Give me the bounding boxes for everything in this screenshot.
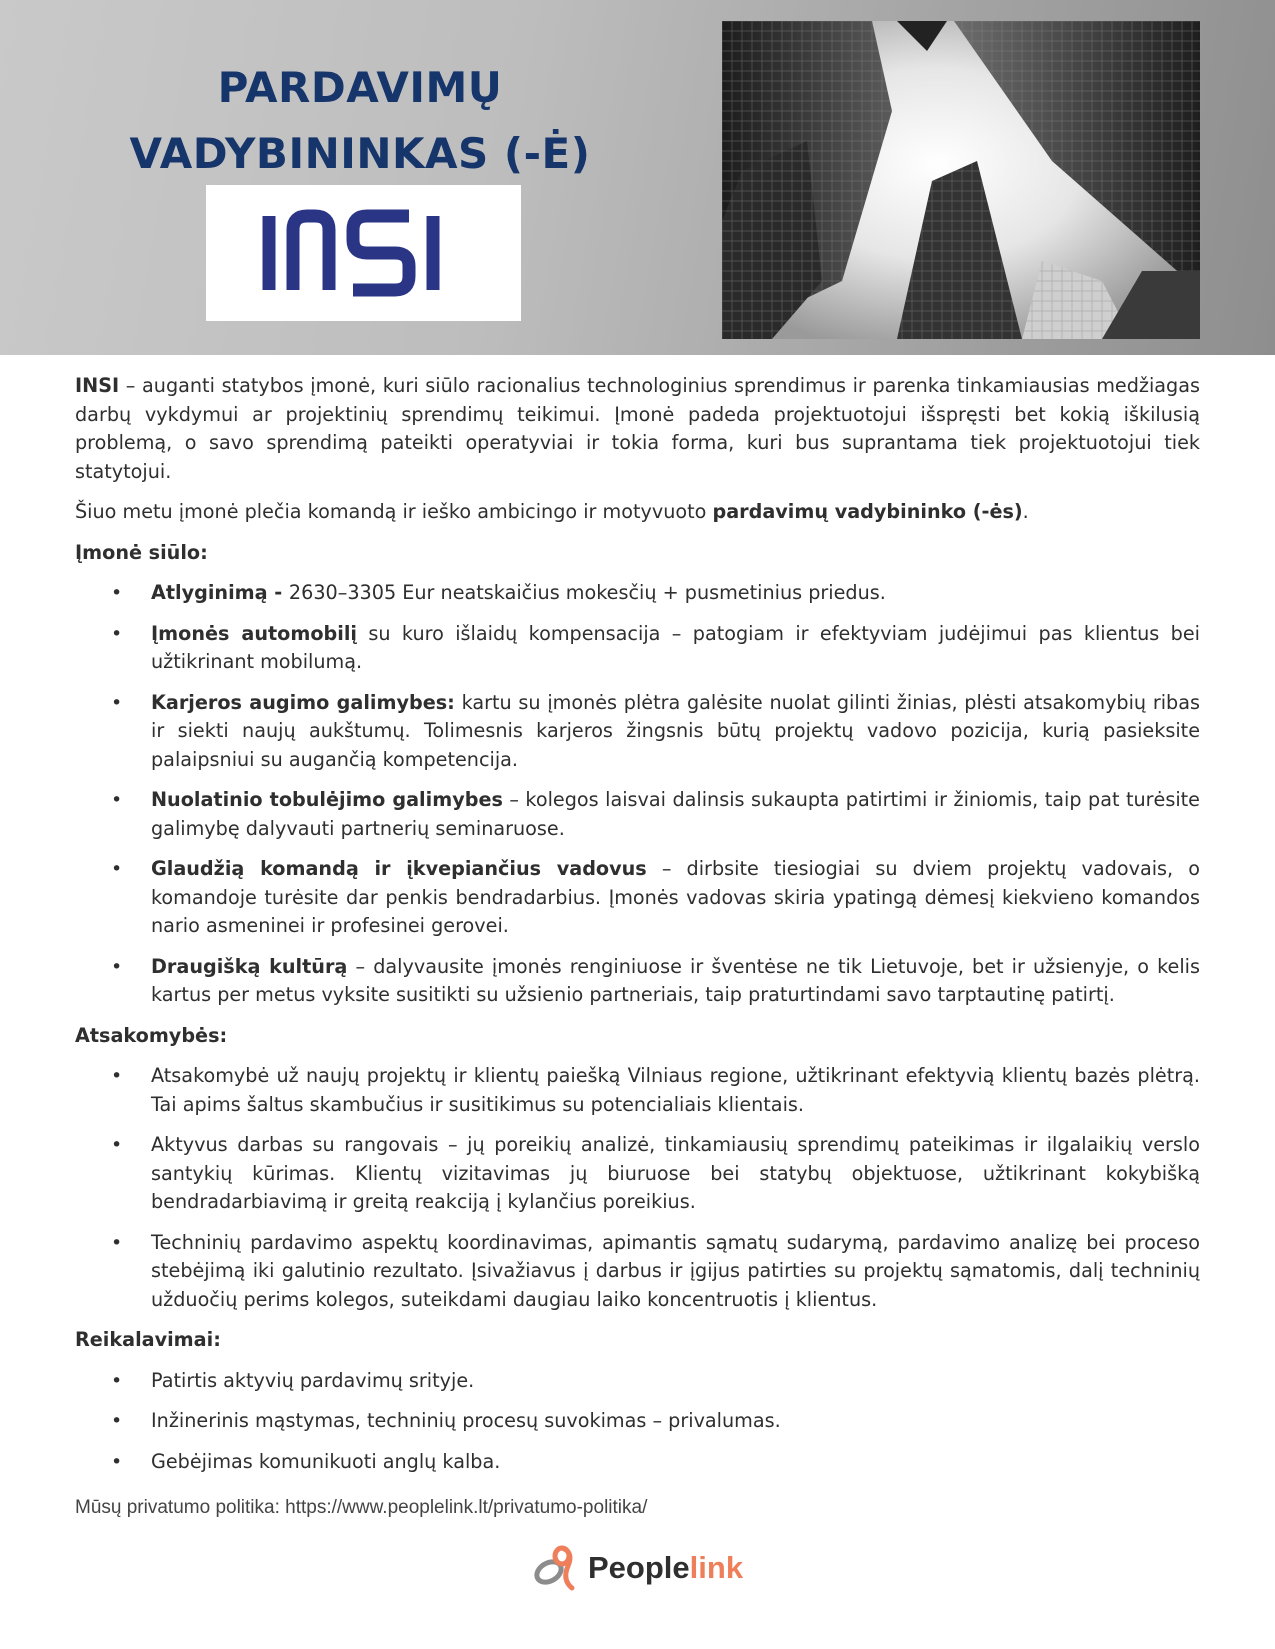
offer-text: kartu su įmonės plėtra galėsite nuolat gilinti žinias, plėsti atsakomybių ribas ir siekti naujų aukštumų. Tolimesnis karjeros žingsnis būtų projektų vadovo pozicija, kurią pasieksite palaipsniui su augančią kompetencija. (151, 690, 1200, 771)
company-name: INSI (75, 374, 120, 397)
responsibilities-heading: Atsakomybės: (75, 1023, 228, 1047)
list-item (75, 953, 1200, 1010)
brand-main: People (588, 1550, 690, 1585)
requirements-list (75, 1367, 1200, 1477)
list-item: • Gebėjimas komunikuoti anglų kalba. (75, 1448, 1200, 1477)
list-item (75, 689, 1200, 775)
search-paragraph (75, 498, 1200, 527)
title-line-2: VADYBININKAS (-Ė) (129, 129, 591, 178)
page-title (70, 55, 650, 187)
intro-text: – auganti statybos įmonė, kuri siūlo racionalius technologinius sprendimus ir parenka tinkamiausias medžiagas darbų vykdymui ar projektinių sprendimų teikimui. Įmonė padeda projektuotojui išspręsti bet kokią iškilusią problemą, o savo sprendimą pateikti operatyviai ir tokia forma, kuri bus suprantama tiek projektuotojui tiek statytojui. (75, 374, 1200, 483)
offer-text: – dalyvausite įmonės renginiuose ir šventėse ne tik Lietuvoje, bet ir užsienyje, o kelis kartus per metus vyksite susitikti su užsienio partneriais, taip praturtindami savo tarptautinę patirtį. (151, 954, 1200, 1006)
offer-title: Nuolatinio tobulėjimo galimybes (151, 788, 503, 811)
peoplelink-logo (532, 1540, 743, 1596)
offer-text: – kolegos laisvai dalinsis sukaupta patirtimi ir žiniomis, taip pat turėsite galimybę dalyvauti partnerių seminaruose. (151, 788, 1200, 840)
search-text-after: . (1022, 500, 1029, 523)
list-item (75, 786, 1200, 843)
offers-list (75, 579, 1200, 1010)
skyscrapers-photo (722, 21, 1200, 339)
job-description (75, 372, 1200, 1488)
brand-accent: link (689, 1550, 744, 1585)
privacy-policy-link[interactable]: Mūsų privatumo politika: https://www.peoplelink.lt/privatumo-politika/ (75, 1497, 648, 1518)
list-item: • Patirtis aktyvių pardavimų srityje. (75, 1367, 1200, 1396)
offer-title: Karjeros augimo galimybes: (151, 690, 455, 714)
header-banner (0, 0, 1275, 355)
position-name: pardavimų vadybininko (-ės) (712, 500, 1023, 523)
list-item: • Inžinerinis mąstymas, techninių procesų suvokimas – privalumas. (75, 1407, 1200, 1436)
requirements-heading: Reikalavimai: (75, 1328, 221, 1351)
brand-name (588, 1550, 743, 1586)
list-item (75, 579, 1200, 608)
offer-title: Atlyginimą - (151, 581, 289, 604)
list-item (75, 855, 1200, 941)
insi-logo-icon (259, 208, 469, 298)
skyscrapers-image-icon (722, 21, 1200, 339)
offer-title: Glaudžią komandą ir įkvepiančius vadovus (151, 857, 647, 880)
offer-title: Draugišką kultūrą (151, 954, 348, 978)
list-item: • Techninių pardavimo aspektų koordinavimas, apimantis sąmatų sudarymą, pardavimo analizę bei proceso stebėjimą iki galutinio rezultato. Įsivažiavus į darbus ir įgijus patirties su projektų sąmatomis, dalį techninių užduočių perims kolegos, suteikdami daugiau laiko koncentruotis į klientus. (75, 1229, 1200, 1315)
offer-text: su kuro išlaidų kompensacija – patogiam ir efektyviam judėjimui pas klientus bei užtikrinant mobilumą. (151, 621, 1200, 673)
list-item: • Atsakomybė už naujų projektų ir klientų paiešką Vilniaus regione, užtikrinant efektyvią klientų bazės plėtrą. Tai apims šaltus skambučius ir susitikimus su potencialiais klientais. (75, 1062, 1200, 1119)
list-item (75, 620, 1200, 677)
list-item: • Aktyvus darbas su rangovais – jų poreikių analizė, tinkamiausių sprendimų pateikimas ir ilgalaikių verslo santykių kūrimas. Klientų vizitavimas jų biuruose bei statybų objektuose, užtikrinant kokybišką bendradarbiavimą ir greitą reakciją į kylančius poreikius. (75, 1131, 1200, 1217)
responsibilities-list (75, 1062, 1200, 1314)
company-logo (206, 185, 521, 321)
offer-text: – dirbsite tiesiogiai su dviem projektų vadovais, o komandoje turėsite dar penkis bendradarbius. Įmonės vadovas skiria ypatingą dėmesį kiekvieno komandos nario asmeninei ir profesinei gerovei. (151, 857, 1200, 937)
title-line-1: PARDAVIMŲ (217, 63, 503, 112)
intro-paragraph (75, 372, 1200, 486)
offer-text: 2630–3305 Eur neatskaičius mokesčių + pusmetinius priedus. (288, 581, 886, 604)
peoplelink-mark-icon (532, 1542, 580, 1594)
search-text-before: Šiuo metu įmonė plečia komandą ir ieško ambicingo ir motyvuoto (75, 500, 713, 523)
offer-title: Įmonės automobilį (151, 621, 357, 645)
offers-heading: Įmonė siūlo: (75, 540, 208, 564)
